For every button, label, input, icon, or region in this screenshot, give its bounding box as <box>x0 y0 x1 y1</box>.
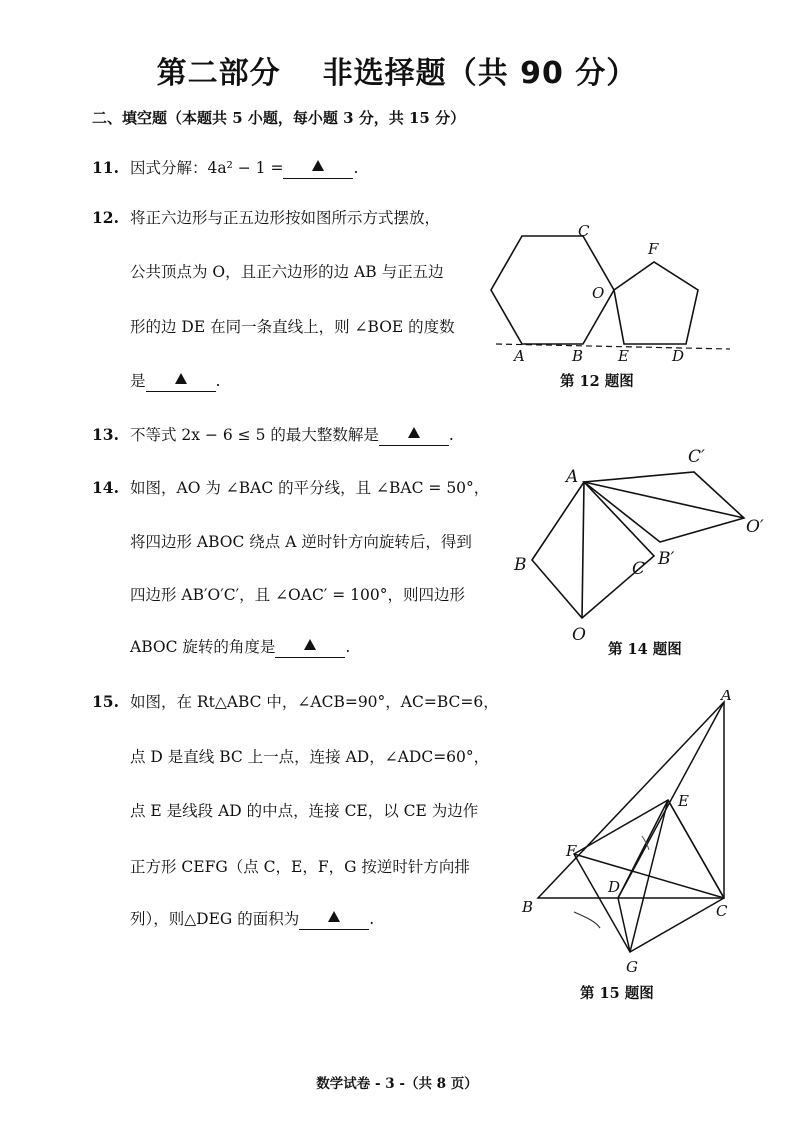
answer-blank[interactable] <box>299 911 369 930</box>
label-C2: C′ <box>688 447 705 467</box>
figure-14-caption: 第 14 题图 <box>608 641 682 658</box>
section-heading: 二、填空题（本题共 5 小题，每小题 3 分，共 15 分） <box>92 109 466 127</box>
question-text: 因式分解：4a² − 1 = <box>130 159 284 177</box>
question-12-line-3: 形的边 DE 在同一条直线上，则 ∠BOE 的度数 <box>130 318 455 336</box>
label-F: F <box>566 842 577 860</box>
quad-ABOC <box>532 482 654 618</box>
question-text: 不等式 2x − 6 ≤ 5 的最大整数解是 <box>130 426 379 444</box>
segment-FC <box>574 854 724 898</box>
question-text: ABOC 旋转的角度是 <box>130 638 276 656</box>
question-number: 13. <box>92 425 119 444</box>
question-text: 如图，AO 为 ∠BAC 的平分线，且 ∠BAC = 50°， <box>130 479 490 497</box>
title-name: 非选择题（共 90 分） <box>322 56 638 91</box>
label-C: C <box>578 222 590 240</box>
triangle-marker-icon <box>408 427 420 438</box>
segment-AO <box>582 482 584 618</box>
question-14-line-2: 将四边形 ABOC 绕点 A 逆时针方向旋转后，得到 <box>130 533 472 551</box>
question-number: 14. <box>92 478 119 497</box>
figure-12 <box>478 222 738 382</box>
question-text: 将正六边形与正五边形按如图所示方式摆放， <box>130 209 441 227</box>
question-end: . <box>448 426 454 444</box>
triangle-marker-icon <box>175 373 187 384</box>
label-D: D <box>608 878 621 896</box>
question-12-line-4 <box>130 370 220 392</box>
label-C: C <box>632 559 646 579</box>
label-A: A <box>514 347 525 365</box>
segment-AD <box>618 702 724 898</box>
label-O: O <box>572 625 586 640</box>
question-end: . <box>215 372 221 390</box>
page-footer: 数学试卷 - 3 -（共 8 页） <box>316 1076 478 1092</box>
label-A: A <box>566 467 579 487</box>
question-13 <box>92 424 454 446</box>
question-text: 是 <box>130 372 146 390</box>
title-part: 第二部分 <box>156 56 281 91</box>
segment-DG <box>618 898 630 952</box>
question-14-line-3: 四边形 AB′O′C′，且 ∠OAC′ = 100°，则四边形 <box>130 586 466 604</box>
triangle-ABC <box>538 702 724 898</box>
triangle-marker-icon <box>328 911 340 922</box>
question-15-line-1 <box>92 691 499 713</box>
figure-14 <box>508 440 778 640</box>
question-text: 如图，在 Rt△ABC 中，∠ACB=90°，AC=BC=6， <box>130 693 499 711</box>
answer-blank[interactable] <box>283 160 353 179</box>
figure-15 <box>518 690 748 980</box>
question-text: 列），则△DEG 的面积为 <box>130 910 300 928</box>
label-E: E <box>618 347 629 365</box>
question-14-line-4 <box>130 636 350 658</box>
pentagon-shape <box>614 262 698 344</box>
question-end: . <box>353 159 359 177</box>
label-O: O <box>592 284 605 302</box>
label-G: G <box>626 958 638 976</box>
pencil-mark <box>574 912 600 928</box>
label-B: B <box>514 555 527 575</box>
label-F: F <box>648 240 659 258</box>
answer-blank[interactable] <box>146 373 216 392</box>
question-15-line-5 <box>130 908 374 930</box>
question-15-line-3: 点 E 是线段 AD 的中点，连接 CE，以 CE 为边作 <box>130 802 479 820</box>
baseline-dashed <box>496 344 730 349</box>
triangle-marker-icon <box>304 639 316 650</box>
figure-15-caption: 第 15 题图 <box>580 985 654 1002</box>
question-15-line-2: 点 D 是直线 BC 上一点，连接 AD，∠ADC=60°， <box>130 748 490 766</box>
question-number: 12. <box>92 208 119 227</box>
question-number: 11. <box>92 158 119 177</box>
triangle-marker-icon <box>312 160 324 171</box>
label-A: A <box>721 690 732 704</box>
label-O2: O′ <box>746 517 764 537</box>
question-number: 15. <box>92 692 119 711</box>
question-15-line-4: 正方形 CEFG（点 C，E，F，G 按逆时针方向排 <box>130 858 470 876</box>
label-B: B <box>572 347 584 365</box>
figure-12-caption: 第 12 题图 <box>560 373 634 390</box>
label-B2: B′ <box>658 549 675 569</box>
question-12-line-1 <box>92 207 440 229</box>
question-end: . <box>369 910 375 928</box>
answer-blank[interactable] <box>275 639 345 658</box>
label-D: D <box>672 347 685 365</box>
label-C: C <box>716 902 728 920</box>
label-B: B <box>522 898 534 916</box>
label-E: E <box>678 792 689 810</box>
question-end: . <box>345 638 351 656</box>
question-12-line-2: 公共顶点为 O，且正六边形的边 AB 与正五边 <box>130 263 444 281</box>
question-14-line-1 <box>92 477 489 499</box>
question-11 <box>92 157 358 179</box>
answer-blank[interactable] <box>379 427 449 446</box>
page-title <box>0 48 794 92</box>
